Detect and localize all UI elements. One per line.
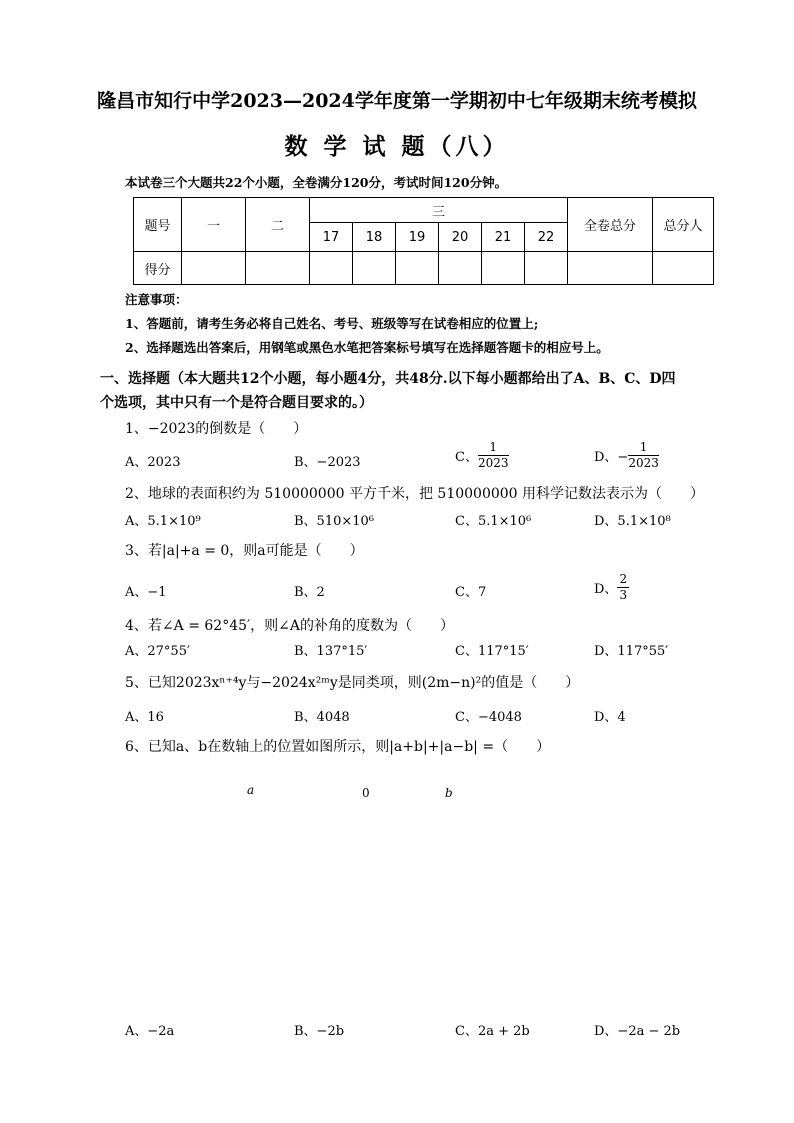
q1-option-b: B、−2023 xyxy=(294,455,361,470)
q5-option-d: D、4 xyxy=(594,710,626,725)
q3-option-c: C、7 xyxy=(455,585,487,600)
header-scorer: 总分人 xyxy=(653,198,714,252)
header-q18: 18 xyxy=(353,223,396,252)
q2-option-a: A、5.1×10⁹ xyxy=(125,514,201,529)
fraction-denominator: 2023 xyxy=(477,456,509,470)
q6-option-a: A、−2a xyxy=(125,1024,175,1039)
exam-intro: 本试卷三个大题共22个小题，全卷满分120分，考试时间120分钟。 xyxy=(125,175,508,190)
q6-option-d: D、−2a − 2b xyxy=(594,1024,681,1039)
q4-stem: 4、若∠A = 62°45′，则∠A的补角的度数为（ ） xyxy=(125,618,455,634)
section-heading: 一、选择题（本大题共12个小题，每小题4分，共48分.以下每小题都给出了A、B、C、D四 xyxy=(100,371,676,387)
q3-stem: 3、若|a|+a = 0，则a可能是（ ） xyxy=(125,543,364,559)
q1-option-c-fraction xyxy=(478,440,509,471)
header-q21: 21 xyxy=(482,223,525,252)
row-label-score: 得分 xyxy=(134,252,182,285)
header-part-3: 三 xyxy=(310,198,568,223)
header-q17: 17 xyxy=(310,223,353,252)
score-cell xyxy=(182,252,246,285)
score-cell xyxy=(246,252,310,285)
fraction-numerator: 1 xyxy=(478,440,509,456)
q5-stem: 5、已知2023xⁿ⁺⁴y与−2024x²ᵐy是同类项，则(2m−n)²的值是（ ） xyxy=(125,675,580,691)
score-cell xyxy=(439,252,482,285)
header-q22: 22 xyxy=(525,223,568,252)
header-q20: 20 xyxy=(439,223,482,252)
exam-title: 隆昌市知行中学2023—2024学年度第一学期初中七年级期末统考模拟 xyxy=(97,90,697,112)
fraction-numerator: 1 xyxy=(628,440,659,456)
q1-option-a: A、2023 xyxy=(125,455,181,470)
q5-option-a: A、16 xyxy=(125,710,164,725)
q6-option-b: B、−2b xyxy=(294,1024,345,1039)
header-question-no: 题号 xyxy=(134,198,182,252)
score-cell xyxy=(482,252,525,285)
score-cell xyxy=(568,252,653,285)
q3-option-d-prefix: D、 xyxy=(594,582,618,597)
q3-option-b: B、2 xyxy=(294,585,325,600)
q3-option-d xyxy=(594,572,629,603)
header-q19: 19 xyxy=(396,223,439,252)
score-table xyxy=(133,197,714,285)
exam-subtitle: 数 学 试 题（八） xyxy=(284,133,510,160)
section-heading-cont: 个选项，其中只有一个是符合题目要求的。） xyxy=(100,395,373,411)
note-1: 1、答题前，请考生务必将自己姓名、考号、班级等写在试卷相应的位置上; xyxy=(125,316,539,331)
q4-option-d: D、117°55′ xyxy=(594,644,669,659)
number-line-label-zero: 0 xyxy=(362,786,370,800)
fraction-denominator: 3 xyxy=(619,588,628,602)
score-cell xyxy=(525,252,568,285)
q6-stem: 6、已知a、b在数轴上的位置如图所示，则|a+b|+|a−b| =（ ） xyxy=(125,739,551,755)
notes-title: 注意事项： xyxy=(125,292,188,307)
q1-option-d xyxy=(594,440,659,471)
number-line-label-b: b xyxy=(445,786,453,800)
q2-option-b: B、510×10⁶ xyxy=(294,514,375,529)
q2-option-c: C、5.1×10⁶ xyxy=(455,514,532,529)
number-line-label-a: a xyxy=(247,783,255,797)
fraction-denominator: 2023 xyxy=(628,456,659,470)
q5-option-b: B、4048 xyxy=(294,710,350,725)
q1-option-c xyxy=(455,440,509,471)
score-cell xyxy=(396,252,439,285)
q1-stem: 1、−2023的倒数是（ ） xyxy=(125,421,308,437)
q1-option-d-prefix: D、− xyxy=(594,450,629,465)
q2-option-d: D、5.1×10⁸ xyxy=(594,514,671,529)
header-part-2: 二 xyxy=(246,198,310,252)
q3-option-d-fraction xyxy=(617,572,629,603)
q4-option-a: A、27°55′ xyxy=(125,644,190,659)
score-cell xyxy=(653,252,714,285)
q4-option-c: C、117°15′ xyxy=(455,644,529,659)
q1-option-c-prefix: C、 xyxy=(455,450,478,465)
score-cell xyxy=(310,252,353,285)
q2-stem: 2、地球的表面积约为 510000000 平方千米，把 510000000 用科学记数法表示为（ ） xyxy=(125,486,705,502)
q5-option-c: C、−4048 xyxy=(455,710,522,725)
note-2: 2、选择题选出答案后，用钢笔或黑色水笔把答案标号填写在选择题答题卡的相应号上。 xyxy=(125,340,609,355)
header-part-1: 一 xyxy=(182,198,246,252)
q4-option-b: B、137°15′ xyxy=(294,644,368,659)
score-cell xyxy=(353,252,396,285)
q1-option-d-fraction xyxy=(628,440,659,471)
q6-option-c: C、2a + 2b xyxy=(455,1024,530,1039)
q3-option-a: A、−1 xyxy=(125,585,167,600)
fraction-numerator: 2 xyxy=(619,572,628,586)
header-total: 全卷总分 xyxy=(568,198,653,252)
